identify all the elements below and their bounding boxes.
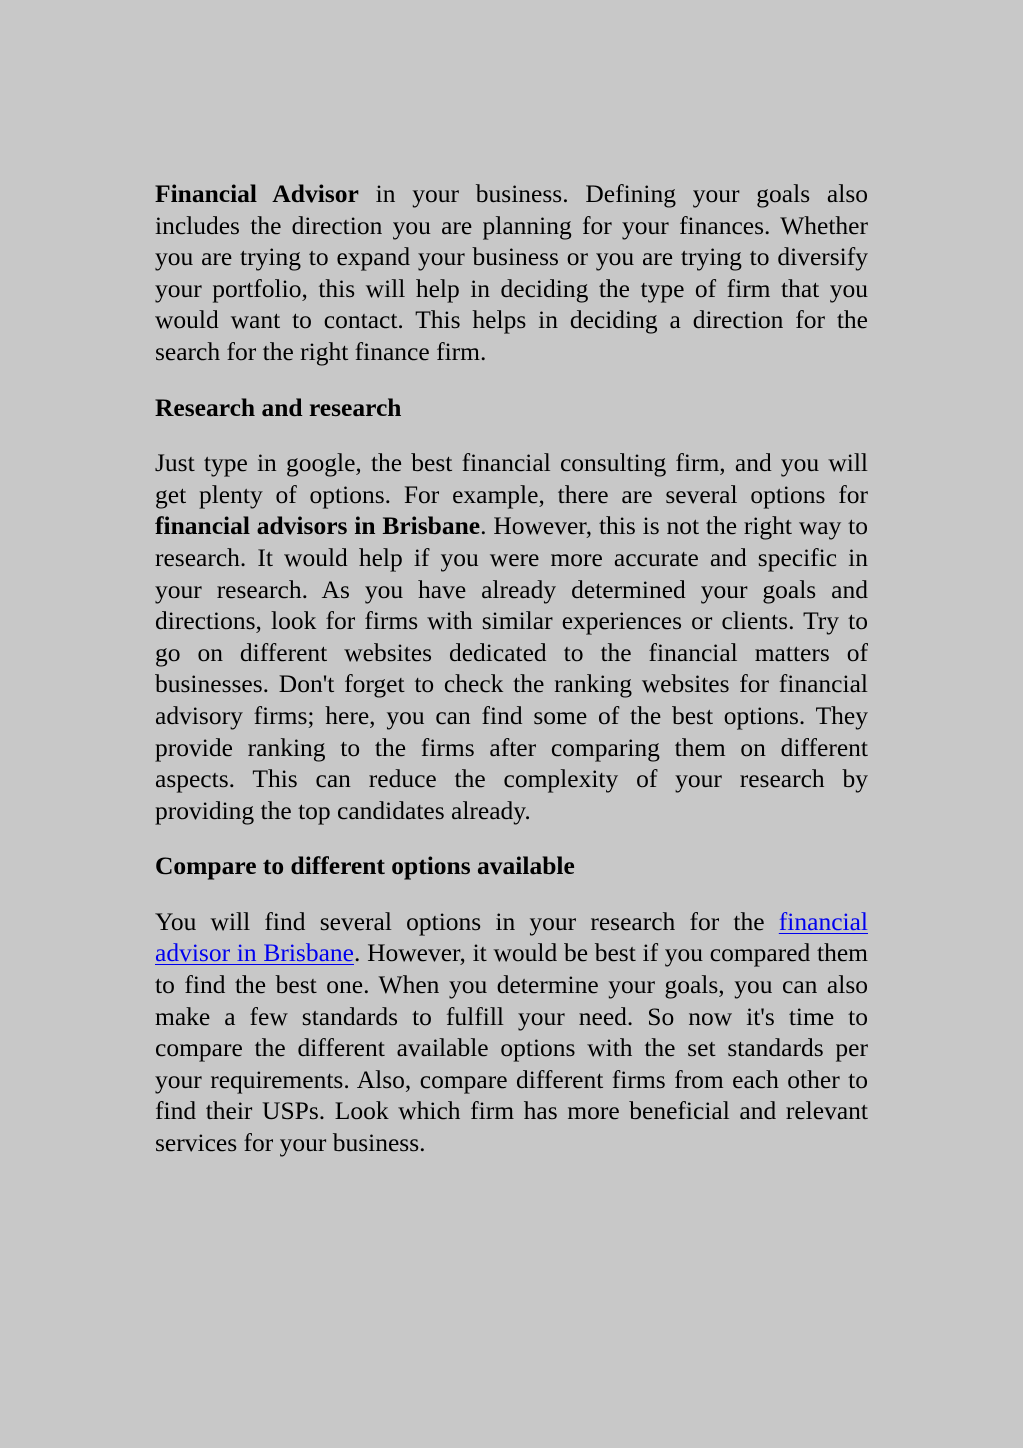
intro-paragraph <box>155 178 868 368</box>
financial-advisor-bold-term: Financial Advisor <box>155 179 359 208</box>
intro-paragraph-text: in your business. Defining your goals also includes the direction you are planning for your finances. Whether you are trying to expand your business or you are trying to diversify your portfolio, this will help in deciding the type of firm that you would want to contact. This helps in deciding a direction for the search for the right finance firm. <box>155 179 869 366</box>
research-text-after: . However, this is not the right way to research. It would help if you were more accurate and specific in your research. As you have already determined your goals and directions, look for firms with similar experiences or clients. Try to go on different websites dedicated to the financial matters of businesses. Don't forget to check the ranking websites for financial advisory firms; here, you can find some of the best options. They provide ranking to the firms after comparing them on different aspects. This can reduce the complexity of your research by providing the top candidates already. <box>155 511 868 825</box>
research-heading: Research and research <box>155 392 402 422</box>
financial-advisors-brisbane-bold-term: financial advisors in Brisbane <box>155 511 481 541</box>
compare-text-before: You will find several options in your research for the <box>155 906 779 936</box>
research-paragraph <box>155 447 868 826</box>
research-text-before: Just type in google, the best financial consulting firm, and you will get plenty of options. For example, there are several options for <box>155 448 868 509</box>
financial-advisor-brisbane-link[interactable]: financial advisor in Brisbane <box>155 906 868 968</box>
compare-heading: Compare to different options available <box>155 851 575 881</box>
compare-text-after: . However, it would be best if you compared them to find the best one. When you determine your goals, you can also make a few standards to fulfill your need. So now it's time to compare the different available options with the set standards per your requirements. Also, compare different firms from each other to find their USPs. Look which firm has more beneficial and relevant services for your business. <box>155 938 868 1158</box>
compare-paragraph <box>155 906 868 1159</box>
document-page <box>155 178 868 1183</box>
